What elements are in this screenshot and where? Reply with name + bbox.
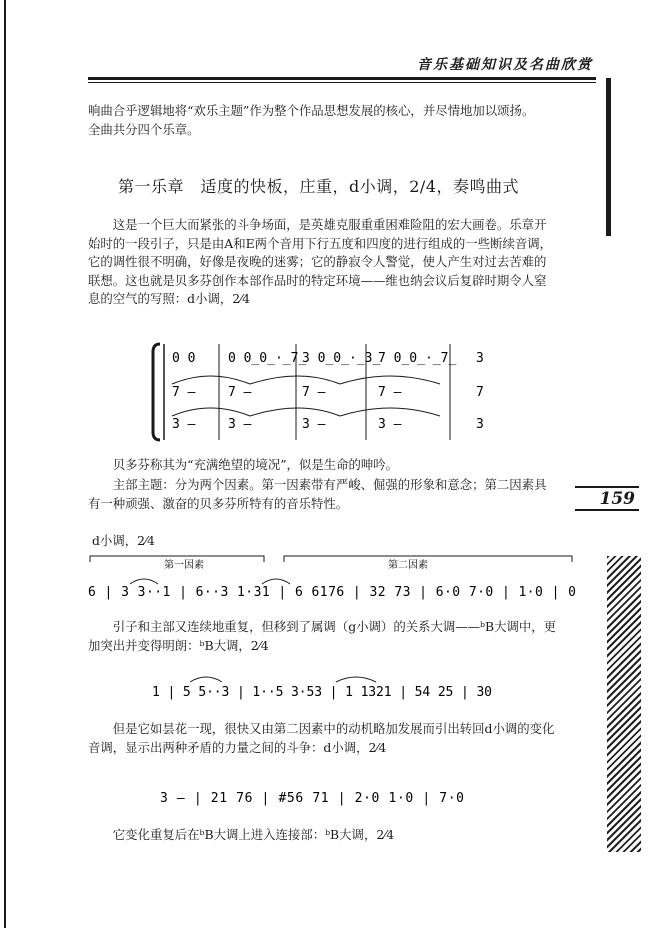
text-line: 有一种顽强、激奋的贝多芬所特有的音乐特性。 [88, 495, 349, 511]
score-cell: 3 – [228, 417, 252, 432]
text-line: 它的调性很不明确，好像是夜晚的迷雾；它的静寂令人警觉，使人产生对过去苦难的 [88, 254, 547, 270]
header-rule [88, 77, 596, 80]
text-line: 响曲合乎逻辑地将“欢乐主题”作为整个作品思想发展的核心，并尽情地加以颂扬。 [88, 103, 535, 118]
page-number: 159 [575, 486, 639, 511]
theme-notation: 6 | 3 3··1 | 6··3 1·31 | 6 6176 | 32 73 | 6·0 7·0 | 1·0 | 0 [88, 585, 576, 600]
score-intro [150, 340, 510, 444]
factor2-label: 第二因素 [388, 560, 428, 571]
tie-arc [340, 408, 440, 416]
text-line: 息的空气的写照：d小调，2⁄4 [88, 291, 251, 307]
tie-arc [250, 376, 340, 384]
bracket-factor2 [284, 556, 572, 562]
edge-bar-lower [606, 168, 611, 236]
score-cell: 7 – [172, 385, 196, 400]
slur-arc [262, 579, 290, 584]
dminor-notation: 3 – | 21 76 | #56 71 | 2·0 1·0 | 7·0 [160, 791, 464, 806]
page-binding-edge [4, 0, 6, 928]
page-edge-pattern [607, 556, 641, 852]
key-label: d小调，2⁄4 [92, 533, 155, 548]
paragraph-return-dminor [88, 720, 580, 757]
text-line: 全曲共分四个乐章。 [88, 121, 200, 137]
score-dminor [158, 778, 478, 810]
slur-arc [336, 677, 376, 682]
factor1-label: 第一因素 [164, 560, 204, 571]
score-cell: 3 – [302, 417, 326, 432]
slur-arc [130, 579, 158, 584]
score-bb-major [150, 670, 510, 706]
text-line: 但是它如昙花一现，很快又由第二因素中的动机略加发展而引出转回d小调的变化 [112, 721, 555, 736]
score-cell: 7 0̲0̲·̲7̲ [378, 351, 457, 366]
bb-notation: 1 | 5 5··3 | 1··5 3·53 | 1 1321 | 54 25 | 30 [152, 685, 492, 700]
score-cell: 3 [476, 417, 484, 432]
paragraph-main-theme [88, 476, 580, 513]
score-cell: 3 [476, 351, 484, 366]
score-cell: 3 – [172, 417, 196, 432]
score-cell: 7 [476, 385, 484, 400]
text-line: 始时的一段引子，只是由A和E两个音用下行五度和四度的进行组成的一些断续音调， [88, 235, 553, 251]
text-line: 加突出并变得明朗：ᵇB大调，2⁄4 [88, 637, 269, 653]
text-line: 联想。这也就是贝多芬创作本部作品时的特定环境——维也纳会议后复辟时期令人窒 [88, 272, 547, 288]
tie-arc [250, 408, 340, 416]
score-cell: 0 0̲0̲·̲7̲ [228, 351, 307, 366]
slur-arc [190, 677, 222, 682]
text-line: 引子和主部又连续地重复，但移到了属调（g小调）的关系大调——ᵇB大调中，更 [112, 619, 557, 634]
score-cell: 7 – [302, 385, 326, 400]
score-main-theme [86, 548, 582, 608]
tie-arc [172, 376, 250, 384]
edge-bar [606, 78, 611, 168]
tie-arc [340, 376, 440, 384]
score-cell: 7 – [378, 385, 402, 400]
score-cell: 3 0̲0̲·̲3̲ [302, 351, 381, 366]
text-line: 主部主题：分为两个因素。第一因素带有严峻、倔强的形象和意念；第二因素具 [112, 477, 547, 492]
score-cell: 0 0 [172, 351, 196, 366]
paragraph-description [88, 216, 580, 309]
system-brace [153, 344, 160, 440]
text-line: 这是一个巨大而紧张的斗争场面，是英雄克服重重困难险阻的宏大画卷。乐章开 [112, 217, 547, 232]
header-rule-thin [88, 82, 596, 83]
tie-arc [172, 408, 250, 416]
paragraph-intro [88, 102, 580, 139]
movement-heading: 第一乐章 适度的快板，庄重，d小调，2/4，奏鸣曲式 [118, 177, 519, 196]
paragraph-bb-major [88, 618, 580, 655]
score-cell: 3 – [378, 417, 402, 432]
score-cell: 7 – [228, 385, 252, 400]
text-line: 音调，显示出两种矛盾的力量之间的斗争：d小调，2⁄4 [88, 739, 387, 755]
running-title: 音乐基础知识及名曲欣赏 [417, 57, 593, 73]
paragraph-transition: 它变化重复后在ᵇB大调上进入连接部：ᵇB大调，2⁄4 [112, 827, 395, 842]
paragraph-quote: 贝多芬称其为“充满绝望的境况”，似是生命的呻吟。 [112, 457, 399, 472]
